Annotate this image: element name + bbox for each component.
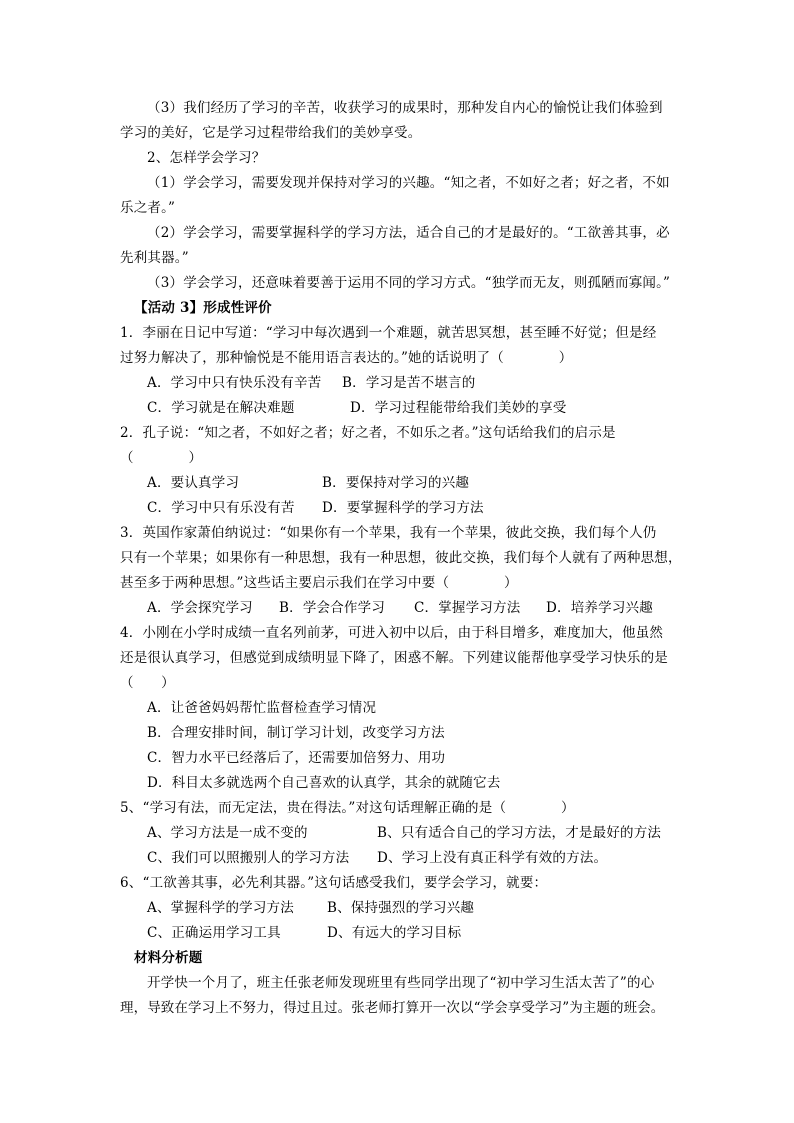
- question-1-option-a: A．学习中只有快乐没有辛苦: [147, 375, 322, 391]
- analysis-line-1: 开学快一个月了，班主任张老师发现班里有些同学出现了“初中学习生活太苦了”的心: [147, 975, 655, 991]
- question-2-option-b: B．要保持对学习的兴趣: [322, 475, 470, 491]
- question-4-option-a: A．让爸爸妈妈帮忙监督检查学习情况: [147, 700, 377, 716]
- question-6-options-row-2: [120, 921, 680, 946]
- question-3-stem-line-3: 甚至多于两种思想。”这些话主要启示我们在学习中要（ ）: [120, 575, 518, 591]
- question-2-options-row-1: [120, 471, 680, 496]
- method-1-line-1: （1）学会学习，需要发现并保持对学习的兴趣。“知之者，不如好之者；好之者，不如: [147, 175, 670, 191]
- question-3-stem-line-2: 只有一个苹果；如果你有一种思想，我有一种思想，彼此交换，我们每个人就有了两种思想，: [120, 550, 682, 566]
- question-2-option-d: D．要掌握科学的学习方法: [322, 500, 484, 516]
- question-6-option-c: C、正确运用学习工具: [147, 925, 281, 941]
- question-3-stem-line-1: 3．英国作家萧伯纳说过：“如果你有一个苹果，我有一个苹果，彼此交换，我们每个人仍: [120, 525, 657, 541]
- question-1-option-b: B．学习是苦不堪言的: [342, 375, 476, 391]
- analysis-line-2: 理，导致在学习上不努力，得过且过。张老师打算开一次以“学会享受学习”为主题的班会。: [120, 1000, 665, 1016]
- method-2-line-2: 先利其器。”: [120, 250, 189, 266]
- question-4-stem-line-1: 4．小刚在小学时成绩一直名列前茅，可进入初中以后，由于科目增多，难度加大，他虽然: [120, 625, 664, 641]
- question-6-stem: 6、“工欲善其事，必先利其器。”这句话感受我们，要学会学习，就要：: [120, 875, 548, 891]
- question-5-options-row-2: [120, 846, 680, 871]
- question-2-option-c: C．学习中只有乐没有苦: [147, 500, 295, 516]
- question-5-option-a: A、学习方法是一成不变的: [147, 825, 308, 841]
- section-2-title: 2、怎样学会学习？: [147, 150, 266, 166]
- question-4-option-b: B．合理安排时间，制订学习计划，改变学习方法: [147, 725, 445, 741]
- question-6-option-d: D、有远大的学习目标: [327, 925, 462, 941]
- question-3-option-c: C．掌握学习方法: [414, 600, 521, 616]
- question-4-option-d: D．科目太多就选两个自己喜欢的认真学，其余的就随它去: [147, 775, 501, 791]
- question-2-option-a: A．要认真学习: [147, 475, 240, 491]
- question-5-option-b: B、只有适合自己的学习方法，才是最好的方法: [377, 825, 662, 841]
- question-1-option-d: D．学习过程能带给我们美妙的享受: [350, 400, 567, 416]
- question-6-option-b: B、保持强烈的学习兴趣: [327, 900, 475, 916]
- question-6-options-row-1: [120, 896, 680, 921]
- question-3-option-b: B．学会合作学习: [279, 600, 386, 616]
- method-1-line-2: 乐之者。”: [120, 200, 176, 216]
- question-3-option-d: D．培养学习兴趣: [546, 600, 653, 616]
- question-2-options-row-2: [120, 496, 680, 521]
- question-2-stem-line-2: （ ）: [120, 450, 203, 466]
- question-5-options-row-1: [120, 821, 680, 846]
- question-1-options-row-2: [120, 396, 680, 421]
- question-5-option-c: C、我们可以照搬别人的学习方法: [147, 850, 350, 866]
- question-4-stem-line-2: 还是很认真学习，但感觉到成绩明显下降了，困惑不解。下列建议能帮他享受学习快乐的是: [120, 650, 668, 666]
- method-2-line-1: （2）学会学习，需要掌握科学的学习方法，适合自己的才是最好的。“工欲善其事，必: [147, 225, 670, 241]
- intro-point-3-line-2: 学习的美好，它是学习过程带给我们的美妙享受。: [120, 125, 422, 141]
- question-2-stem-line-1: 2．孔子说：“知之者，不如好之者；好之者，不如乐之者。”这句话给我们的启示是: [120, 425, 616, 441]
- intro-point-3-line-1: （3）我们经历了学习的辛苦，收获学习的成果时，那种发自内心的愉悦让我们体验到: [147, 100, 663, 116]
- question-1-options-row-1: [120, 371, 680, 396]
- question-3-options-row: [120, 596, 680, 621]
- question-1-option-c: C．学习就是在解决难题: [147, 400, 295, 416]
- document-page: [120, 96, 680, 1021]
- question-1-stem-line-1: 1．李丽在日记中写道：“学习中每次遇到一个难题，就苦思冥想，甚至睡不好觉；但是经: [120, 325, 657, 341]
- activity-3-heading: 【活动 3】形成性评价: [134, 300, 272, 316]
- question-1-stem-line-2: 过努力解决了，那种愉悦是不能用语言表达的。”她的话说明了（ ）: [120, 350, 573, 366]
- question-5-stem: 5、“学习有法，而无定法，贵在得法。”对这句话理解正确的是（ ）: [120, 800, 575, 816]
- analysis-heading: 材料分析题: [134, 950, 203, 966]
- question-6-option-a: A、掌握科学的学习方法: [147, 900, 294, 916]
- method-3-line-1: （3）学会学习，还意味着要善于运用不同的学习方式。“独学而无友，则孤陋而寡闻。”: [147, 275, 671, 291]
- question-5-option-d: D、学习上没有真正科学有效的方法。: [377, 850, 608, 866]
- question-4-stem-line-3: （ ）: [120, 675, 175, 691]
- question-3-option-a: A．学会探究学习: [147, 600, 253, 616]
- question-4-option-c: C．智力水平已经落后了，还需要加倍努力、用功: [147, 750, 446, 766]
